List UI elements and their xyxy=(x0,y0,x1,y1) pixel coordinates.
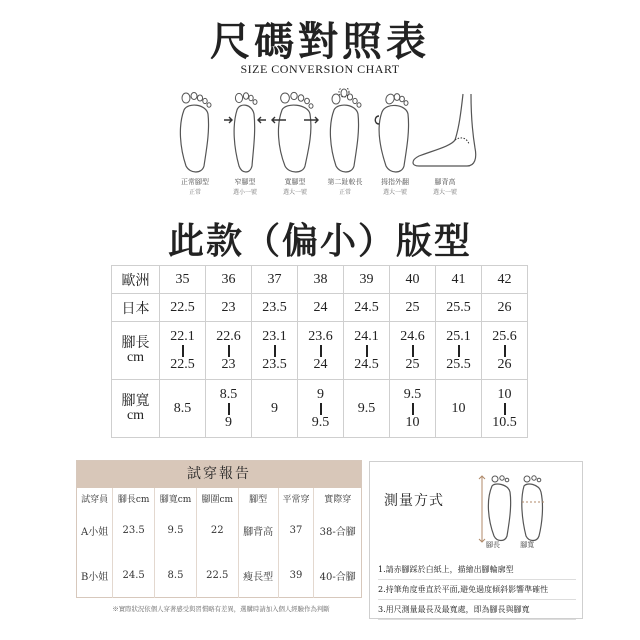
report-column-header: 實際穿 xyxy=(324,494,352,505)
length-range xyxy=(482,322,528,380)
foot-type-label: 腳背高 xyxy=(434,178,456,186)
report-column-header: 腳寬cm xyxy=(155,488,197,508)
report-column-header: 腳長cm xyxy=(113,488,155,508)
report-disclaimer: ※實際狀況依個人穿著感受與習慣略有差異，選購時請加入個人經驗作為判斷 xyxy=(112,605,330,613)
length-min: 23.1 xyxy=(262,328,287,344)
fit-headline: 此款（偏小）版型 xyxy=(167,220,472,262)
measure-step: 3.用尺測量最長及最寬處，即為腳長與腳寬 xyxy=(378,600,576,620)
report-title: 試穿報告 xyxy=(77,461,361,488)
eu-size: 37 xyxy=(252,266,298,294)
foot-types xyxy=(160,88,480,208)
width-max: 9.5 xyxy=(311,414,330,430)
width-single: 9.5 xyxy=(357,400,376,416)
measure-labels xyxy=(486,540,534,550)
width-range xyxy=(390,380,436,438)
measure-steps xyxy=(378,560,576,620)
measure-step: 2.持筆角度垂直於平面,避免過度傾斜影響準確性 xyxy=(378,580,576,600)
foot-type-advice: 選大一號 xyxy=(432,189,457,196)
jp-label: 日本 xyxy=(112,294,160,322)
jp-size: 24 xyxy=(298,294,344,322)
foot-type-narrow xyxy=(220,88,270,196)
report-cell: 40-合腳 xyxy=(319,572,356,583)
report-cell: 23.5 xyxy=(113,508,155,553)
eu-size: 35 xyxy=(160,266,206,294)
width-max: 10 xyxy=(405,414,420,430)
length-min: 23.6 xyxy=(308,328,333,344)
eu-size: 41 xyxy=(436,266,482,294)
report-cell: 39 xyxy=(278,553,314,598)
length-min: 25.6 xyxy=(492,328,517,344)
length-range xyxy=(436,322,482,380)
width-value xyxy=(344,380,390,438)
foot-type-advice: 正常 xyxy=(188,189,201,196)
table-row xyxy=(77,553,361,598)
measurement-method xyxy=(369,461,583,619)
length-max: 24.5 xyxy=(354,356,379,372)
foot-type-wide xyxy=(270,88,320,196)
measure-step: 1.請赤腳踩於白紙上，描繪出腳輪廓型 xyxy=(378,560,576,580)
length-min: 24.1 xyxy=(354,328,379,344)
measure-title: 測量方式 xyxy=(384,493,444,509)
try-on-report xyxy=(76,460,362,598)
eu-size: 38 xyxy=(298,266,344,294)
table-row-length xyxy=(112,322,528,380)
jp-size: 25.5 xyxy=(436,294,482,322)
length-min: 22.6 xyxy=(216,328,241,344)
foot-type-label: 正常腳型 xyxy=(181,178,209,186)
report-cell: 22.5 xyxy=(196,553,238,598)
length-range xyxy=(252,322,298,380)
long-second-toe-foot-icon xyxy=(320,88,370,176)
table-row-width xyxy=(112,380,528,438)
page-subtitle: SIZE CONVERSION CHART xyxy=(240,62,400,76)
length-max: 25.5 xyxy=(446,356,471,372)
width-single: 10 xyxy=(451,400,466,416)
foot-type-label: 第二趾較長 xyxy=(327,178,363,186)
length-max: 23 xyxy=(221,356,236,372)
width-unit: cm xyxy=(126,407,145,423)
width-max: 9 xyxy=(225,414,232,430)
eu-label: 歐洲 xyxy=(112,266,160,294)
length-max: 25 xyxy=(405,356,420,372)
report-cell: 22 xyxy=(196,508,238,553)
width-single: 8.5 xyxy=(173,400,192,416)
width-value xyxy=(160,380,206,438)
report-cell: B小姐 xyxy=(77,553,113,598)
width-value xyxy=(252,380,298,438)
jp-size: 22.5 xyxy=(160,294,206,322)
length-max: 24 xyxy=(313,356,328,372)
report-table xyxy=(77,488,361,598)
report-column-header: 試穿員 xyxy=(77,488,113,508)
length-min: 25.1 xyxy=(446,328,471,344)
eu-size: 40 xyxy=(390,266,436,294)
width-range xyxy=(298,380,344,438)
normal-foot-icon xyxy=(170,88,220,176)
width-single: 9 xyxy=(271,400,278,416)
length-max: 22.5 xyxy=(170,356,195,372)
width-label xyxy=(112,380,160,438)
report-cell: 瘦長型 xyxy=(238,553,278,598)
width-range xyxy=(482,380,528,438)
length-max: 23.5 xyxy=(262,356,287,372)
report-cell: 38-合腳 xyxy=(319,527,356,538)
report-cell: 37 xyxy=(278,508,314,553)
narrow-foot-icon xyxy=(220,88,270,176)
length-min: 24.6 xyxy=(400,328,425,344)
table-row-eu xyxy=(112,266,528,294)
high-instep-foot-icon xyxy=(405,88,485,176)
foot-type-advice: 選小一號 xyxy=(232,189,257,196)
foot-type-high-instep xyxy=(405,88,485,196)
report-column-header: 平常穿 xyxy=(278,488,314,508)
jp-size: 23.5 xyxy=(252,294,298,322)
table-row xyxy=(77,508,361,553)
length-range xyxy=(344,322,390,380)
length-range xyxy=(390,322,436,380)
length-range xyxy=(206,322,252,380)
length-label xyxy=(112,322,160,380)
report-cell: 8.5 xyxy=(155,553,197,598)
eu-size: 42 xyxy=(482,266,528,294)
width-value xyxy=(436,380,482,438)
jp-size: 26 xyxy=(482,294,528,322)
foot-type-normal xyxy=(170,88,220,196)
jp-size: 24.5 xyxy=(344,294,390,322)
report-cell: 24.5 xyxy=(113,553,155,598)
report-column-header: 腳型 xyxy=(238,488,278,508)
report-cell: 腳背高 xyxy=(238,508,278,553)
width-min: 9.5 xyxy=(403,386,422,402)
foot-type-label: 寬腳型 xyxy=(284,178,306,186)
report-header-row xyxy=(77,488,361,508)
foot-width-label: 腳寬 xyxy=(520,541,535,549)
length-max: 26 xyxy=(497,356,512,372)
width-range xyxy=(206,380,252,438)
eu-size: 36 xyxy=(206,266,252,294)
foot-type-long-second-toe xyxy=(320,88,370,196)
width-max: 10.5 xyxy=(492,414,517,430)
report-cell: 9.5 xyxy=(155,508,197,553)
jp-size: 23 xyxy=(206,294,252,322)
wide-foot-icon xyxy=(270,88,320,176)
report-cell: A小姐 xyxy=(77,508,113,553)
page-title: 尺碼對照表 xyxy=(210,18,430,65)
foot-type-advice: 選大一號 xyxy=(282,189,307,196)
length-min: 22.1 xyxy=(170,328,195,344)
length-unit: cm xyxy=(126,349,145,365)
foot-type-advice: 正常 xyxy=(338,189,351,196)
foot-type-label: 拇指外翻 xyxy=(381,178,409,186)
eu-size: 39 xyxy=(344,266,390,294)
foot-type-label: 窄腳型 xyxy=(234,178,256,186)
table-row-jp xyxy=(112,294,528,322)
jp-size: 25 xyxy=(390,294,436,322)
foot-length-label: 腳長 xyxy=(486,541,500,549)
width-min: 10 xyxy=(497,386,512,402)
foot-type-advice: 選大一號 xyxy=(382,189,407,196)
length-range xyxy=(298,322,344,380)
length-range xyxy=(160,322,206,380)
width-label-text: 腳寬 xyxy=(121,393,150,409)
length-label-text: 腳長 xyxy=(121,335,150,351)
width-min: 8.5 xyxy=(219,386,238,402)
width-min: 9 xyxy=(317,386,324,402)
size-table xyxy=(111,265,528,438)
report-column-header: 腳圍cm xyxy=(196,488,238,508)
